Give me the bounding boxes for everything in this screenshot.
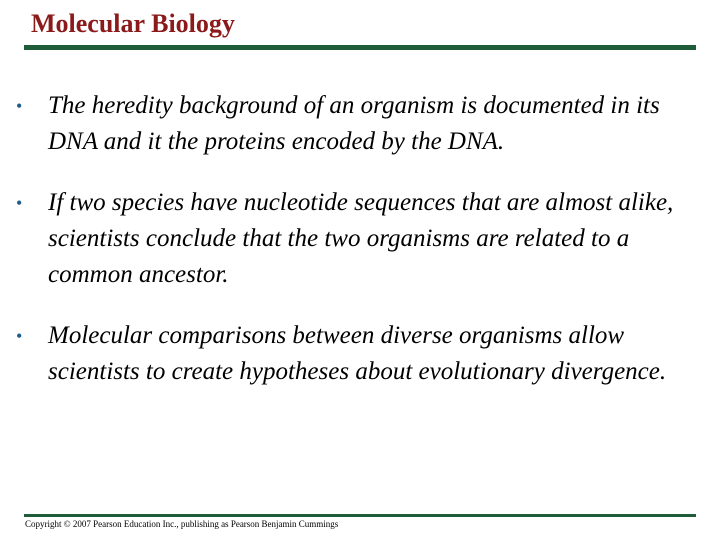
slide-title: Molecular Biology [31, 9, 235, 38]
bullet-item [12, 88, 692, 160]
bullet-text: The heredity background of an organism is documented in its DNA and it the proteins encoded by the DNA. [48, 92, 660, 155]
bullet-icon: • [16, 193, 23, 213]
title-divider [24, 45, 696, 50]
footer-divider [24, 514, 696, 517]
bullet-icon: • [16, 96, 23, 116]
bullet-list [12, 88, 692, 415]
bullet-text: Molecular comparisons between diverse organisms allow scientists to create hypotheses about evolutionary divergence. [48, 322, 667, 385]
copyright-notice: Copyright © 2007 Pearson Education Inc., publishing as Pearson Benjamin Cummings [25, 519, 339, 529]
bullet-item [12, 185, 692, 293]
bullet-icon: • [16, 326, 23, 346]
bullet-text: If two species have nucleotide sequences that are almost alike, scientists conclude that the two organisms are related to a common ancestor. [48, 189, 674, 288]
bullet-item [12, 318, 692, 390]
